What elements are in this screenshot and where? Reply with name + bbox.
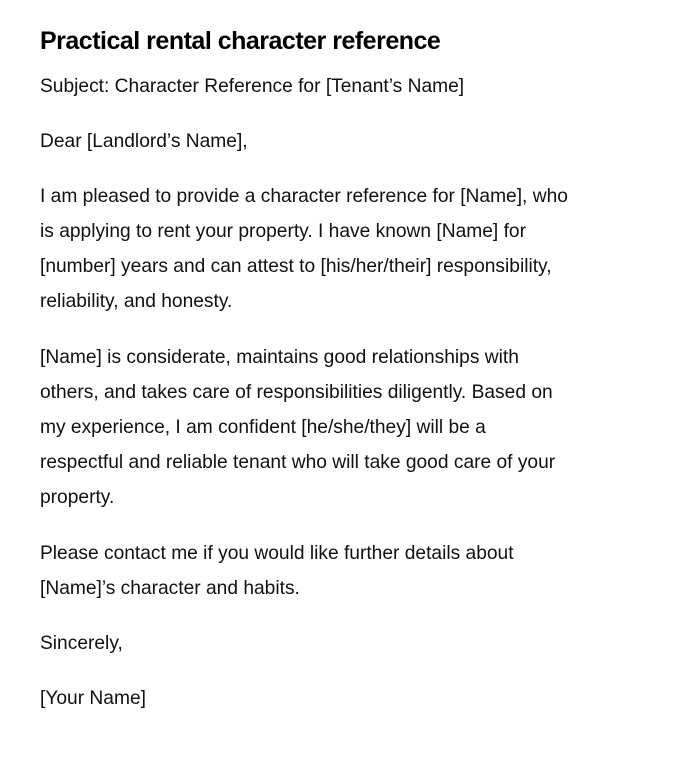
paragraph-line: [Name] is considerate, maintains good relationships with (40, 347, 519, 368)
paragraph-line: respectful and reliable tenant who will take good care of your (40, 452, 556, 473)
body-paragraph-1 (40, 179, 568, 319)
paragraph-line: [number] years and can attest to [his/her/their] responsibility, (40, 256, 552, 277)
subject-line: Subject: Character Reference for [Tenant’s Name] (40, 76, 465, 97)
paragraph-line: property. (40, 487, 115, 508)
paragraph-line: others, and takes care of responsibilities diligently. Based on (40, 382, 553, 403)
paragraph-line: Please contact me if you would like further details about (40, 543, 514, 564)
closing: Sincerely, (40, 633, 123, 654)
body-paragraph-3 (40, 536, 514, 606)
signature: [Your Name] (40, 688, 146, 709)
paragraph-line: reliability, and honesty. (40, 291, 233, 312)
document-title: Practical rental character reference (40, 27, 441, 55)
salutation: Dear [Landlord’s Name], (40, 131, 248, 152)
paragraph-line: my experience, I am confident [he/she/they] will be a (40, 417, 486, 438)
body-paragraph-2 (40, 340, 555, 515)
paragraph-line: I am pleased to provide a character reference for [Name], who (40, 186, 568, 207)
paragraph-line: is applying to rent your property. I have known [Name] for (40, 221, 526, 242)
paragraph-line: [Name]’s character and habits. (40, 578, 300, 599)
